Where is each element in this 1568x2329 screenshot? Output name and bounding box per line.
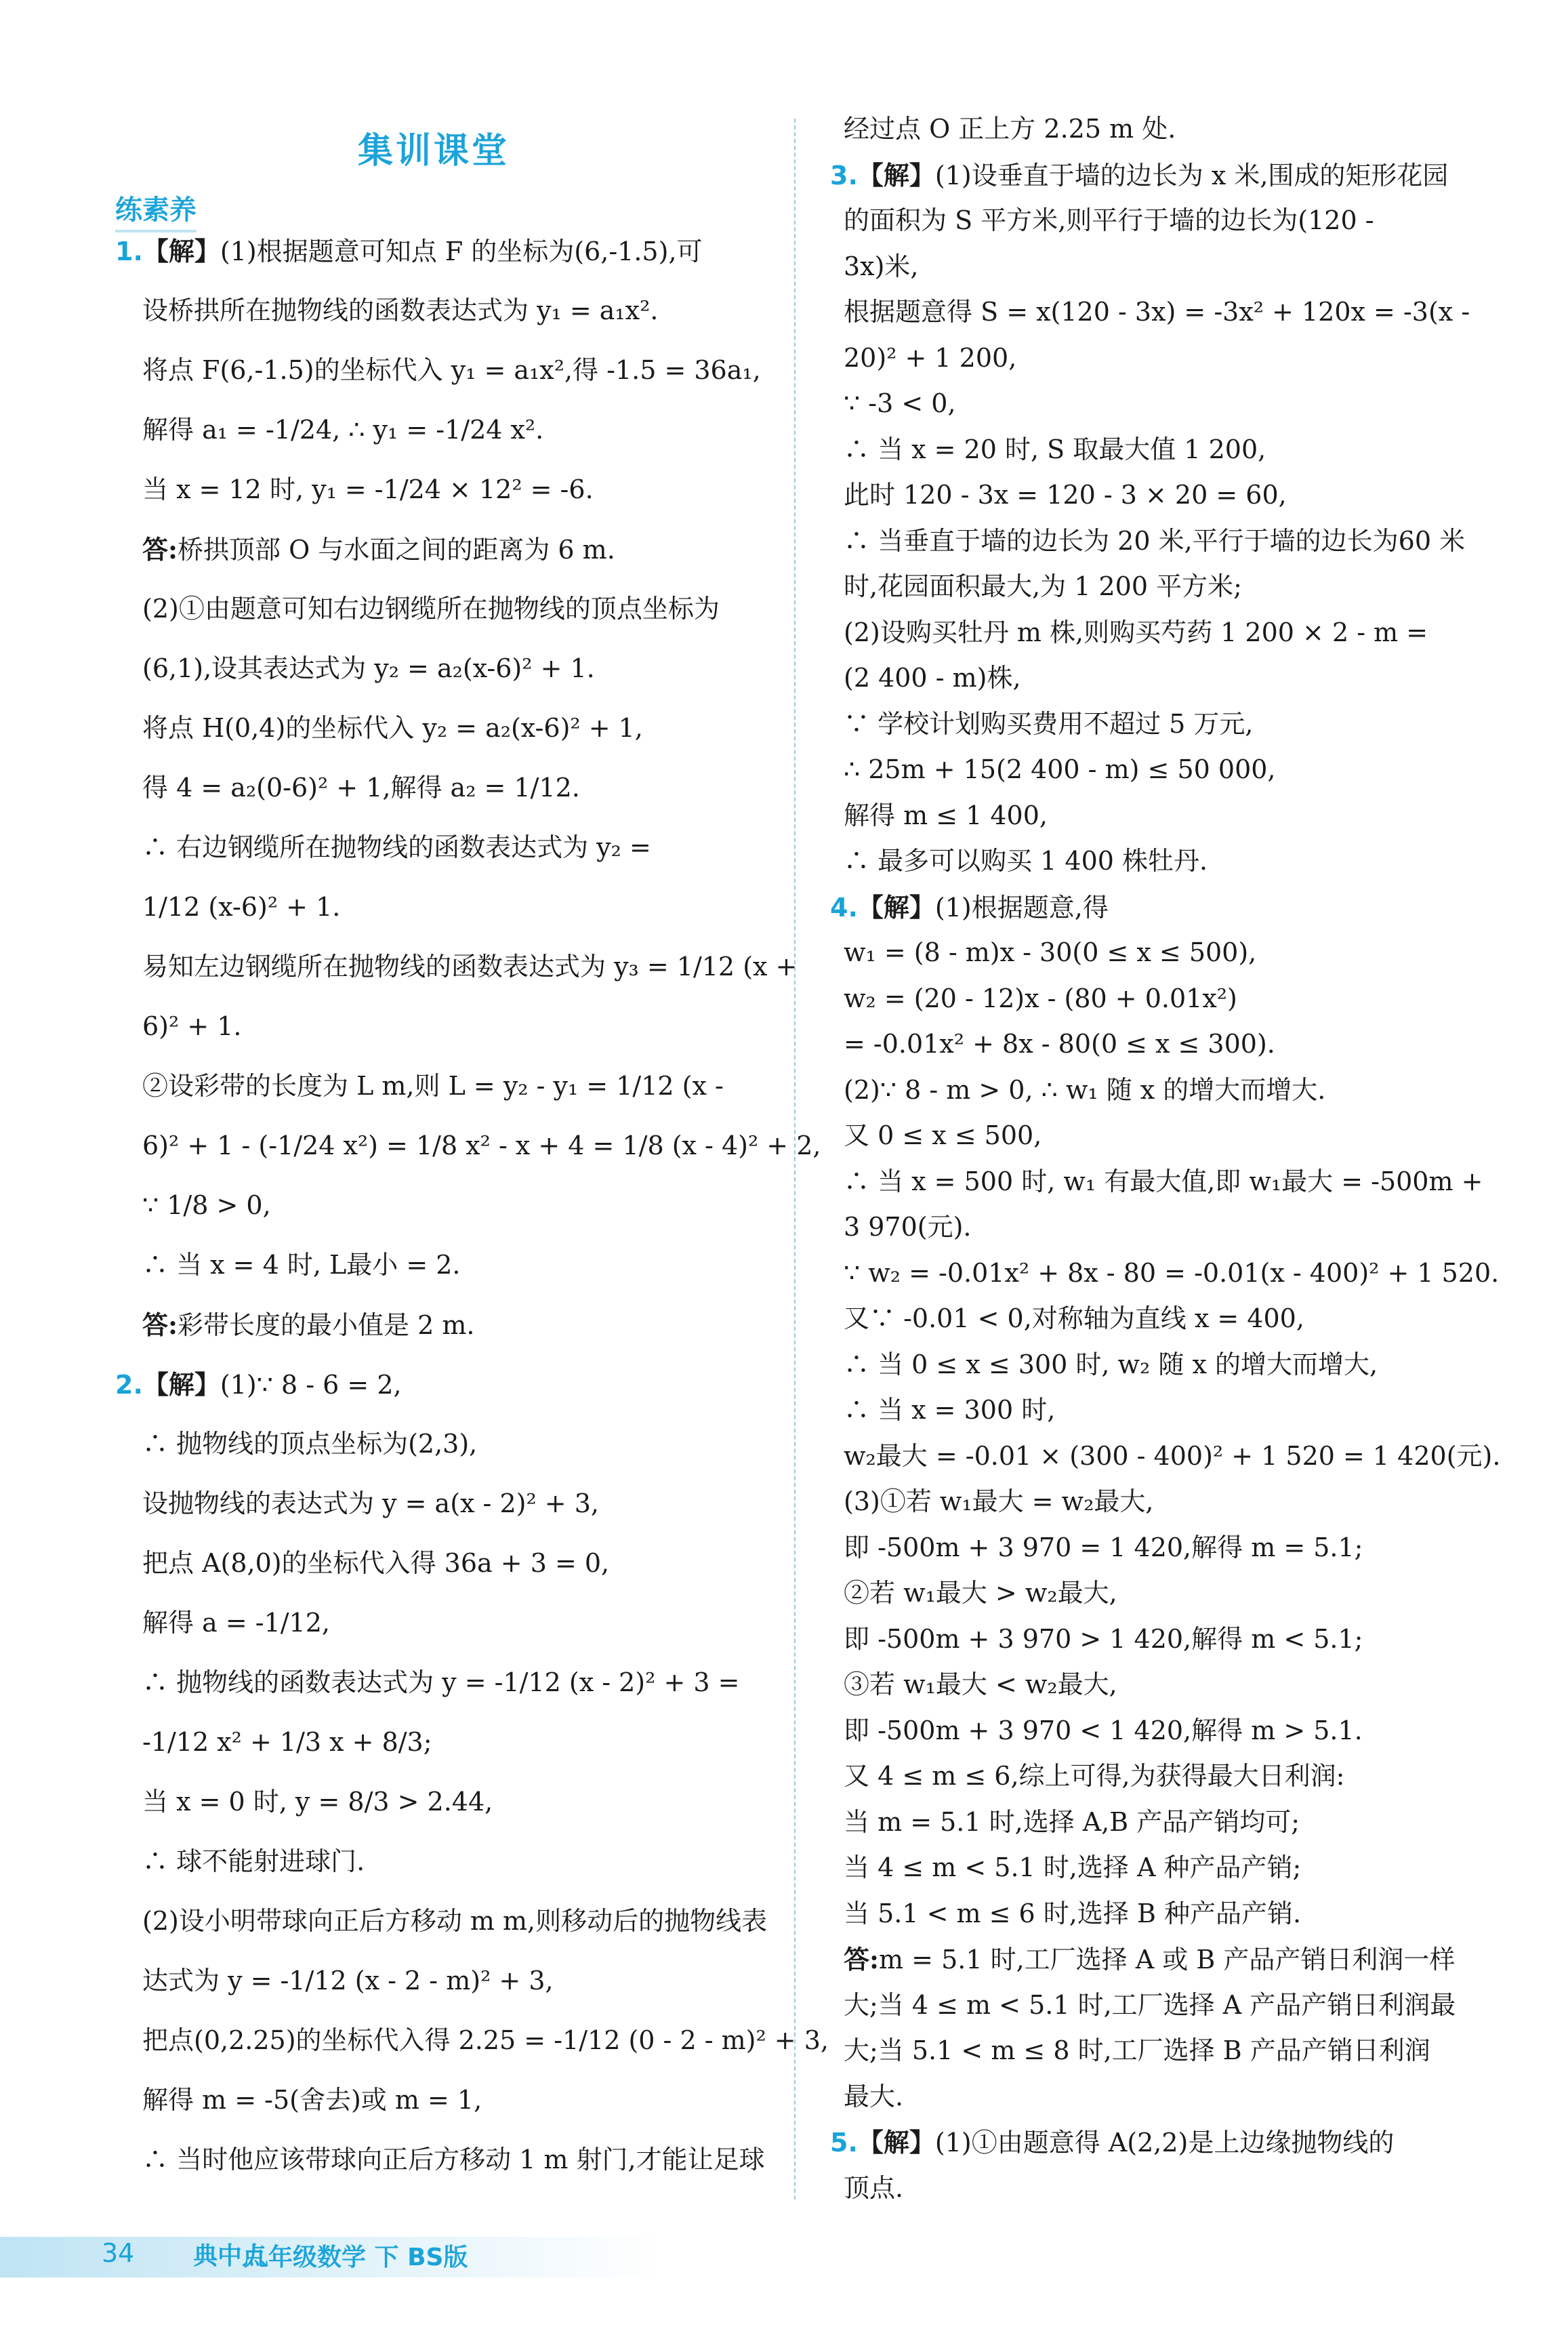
text-line: 当 m = 5.1 时,选择 A,B 产品产销均可; (844, 1806, 1300, 1837)
text-line: ∴ 当时他应该带球向正后方移动 1 m 射门,才能让足球 (142, 2145, 765, 2174)
text-line: 当 4 ≤ m < 5.1 时,选择 A 种产品产销; (844, 1852, 1302, 1882)
text-line: 答:桥拱顶部 O 与水面之间的距离为 6 m. (142, 534, 615, 565)
text-line: 6)² + 1. (142, 1011, 242, 1041)
text-line: 又 0 ≤ x ≤ 500, (844, 1120, 1042, 1150)
text-line: ∵ 学校计划购买费用不超过 5 万元, (844, 708, 1254, 739)
text-line: ②设彩带的长度为 L m,则 L = y₂ - y₁ = 1/12 (x - (142, 1071, 724, 1101)
text-line: 把点(0,2.25)的坐标代入得 2.25 = -1/12 (0 - 2 - m)² + 3, (142, 2025, 829, 2055)
text-line: 解得 a₁ = -1/24, ∴ y₁ = -1/24 x². (142, 415, 544, 445)
text-line: 答:彩带长度的最小值是 2 m. (142, 1310, 475, 1340)
text-line: 大;当 5.1 < m ≤ 8 时,工厂选择 B 产品产销日利润 (844, 2036, 1430, 2065)
text-line: ∴ 当 x = 300 时, (844, 1395, 1056, 1425)
text-line: 1.【解】(1)根据题意可知点 F 的坐标为(6,-1.5),可 (115, 236, 703, 266)
text-line: 1/12 (x-6)² + 1. (142, 892, 341, 922)
text-line: ∴ 25m + 15(2 400 - m) ≤ 50 000, (844, 754, 1276, 784)
text-line: (2 400 - m)株, (844, 663, 1021, 693)
page-title: 集训课堂 (357, 131, 510, 171)
text-line: = -0.01x² + 8x - 80(0 ≤ x ≤ 300). (844, 1029, 1275, 1059)
text-line: 即 -500m + 3 970 = 1 420,解得 m = 5.1; (844, 1532, 1363, 1562)
brand-logo: 典中点 (193, 2242, 267, 2270)
text-line: ∵ -3 < 0, (844, 388, 956, 418)
text-line: 解得 a = -1/12, (142, 1608, 330, 1638)
text-line: ∴ 右边钢缆所在抛物线的函数表达式为 y₂ = (142, 832, 651, 862)
text-line: 3x)米, (844, 251, 919, 281)
text-line: 3 970(元). (844, 1212, 972, 1242)
text-line: 的面积为 S 平方米,则平行于墙的边长为(120 - (844, 205, 1374, 235)
text-line: 又∵ -0.01 < 0,对称轴为直线 x = 400, (844, 1303, 1304, 1333)
text-line: 20)² + 1 200, (844, 342, 1017, 373)
text-line: (2)∵ 8 - m > 0, ∴ w₁ 随 x 的增大而增大. (844, 1074, 1326, 1105)
text-line: ∴ 当垂直于墙的边长为 20 米,平行于墙的边长为60 米 (844, 525, 1466, 556)
text-line: 经过点 O 正上方 2.25 m 处. (844, 114, 1176, 144)
text-line: 6)² + 1 - (-1/24 x²) = 1/8 x² - x + 4 = 1/8 (x - 4)² + 2, (142, 1131, 821, 1160)
text-line: 把点 A(8,0)的坐标代入得 36a + 3 = 0, (142, 1548, 610, 1578)
text-line: w₁ = (8 - m)x - 30(0 ≤ x ≤ 500), (844, 937, 1257, 967)
text-line: 最大. (844, 2081, 904, 2111)
text-line: 顶点. (844, 2172, 904, 2203)
text-line: 时,花园面积最大,为 1 200 平方米; (844, 571, 1242, 601)
text-line: ∴ 抛物线的顶点坐标为(2,3), (142, 1429, 478, 1459)
book-title: 九年级数学 下 BS版 (244, 2244, 468, 2271)
text-line: 解得 m ≤ 1 400, (844, 800, 1048, 830)
text-line: w₂最大 = -0.01 × (300 - 400)² + 1 520 = 1 420(元). (844, 1440, 1501, 1471)
text-line: 2.【解】(1)∵ 8 - 6 = 2, (115, 1369, 402, 1400)
text-line: 此时 120 - 3x = 120 - 3 × 20 = 60, (844, 480, 1287, 510)
text-line: 设抛物线的表达式为 y = a(x - 2)² + 3, (142, 1488, 599, 1518)
text-line: (2)①由题意可知右边钢缆所在抛物线的顶点坐标为 (142, 594, 720, 624)
text-line: ∴ 当 x = 500 时, w₁ 有最大值,即 w₁最大 = -500m + (844, 1166, 1483, 1196)
text-line: 设桥拱所在抛物线的函数表达式为 y₁ = a₁x². (142, 296, 659, 325)
text-line: 易知左边钢缆所在抛物线的函数表达式为 y₃ = 1/12 (x + (142, 952, 798, 981)
text-line: 4.【解】(1)根据题意,得 (830, 891, 1109, 923)
text-line: ∴ 当 0 ≤ x ≤ 300 时, w₂ 随 x 的增大而增大, (844, 1349, 1378, 1379)
text-line: w₂ = (20 - 12)x - (80 + 0.01x²) (844, 983, 1237, 1013)
text-line: 当 x = 0 时, y = 8/3 > 2.44, (142, 1787, 493, 1817)
text-line: ∴ 当 x = 4 时, L最小 = 2. (142, 1250, 461, 1280)
text-line: 5.【解】(1)①由题意得 A(2,2)是上边缘抛物线的 (830, 2127, 1395, 2158)
text-line: -1/12 x² + 1/3 x + 8/3; (142, 1727, 432, 1757)
text-line: 即 -500m + 3 970 > 1 420,解得 m < 5.1; (844, 1623, 1363, 1654)
text-line: 达式为 y = -1/12 (x - 2 - m)² + 3, (142, 1966, 554, 1996)
text-line: 答:m = 5.1 时,工厂选择 A 或 B 产品产销日利润一样 (844, 1944, 1456, 1974)
text-line: 又 4 ≤ m ≤ 6,综上可得,为获得最大日利润: (844, 1761, 1345, 1791)
text-line: (2)设小明带球向正后方移动 m m,则移动后的抛物线表 (142, 1906, 768, 1936)
section-heading: 练素养 (115, 188, 197, 232)
text-line: 根据题意得 S = x(120 - 3x) = -3x² + 120x = -3(x - (844, 297, 1470, 327)
text-line: 将点 F(6,-1.5)的坐标代入 y₁ = a₁x²,得 -1.5 = 36a₁, (142, 355, 761, 385)
text-line: 当 5.1 < m ≤ 6 时,选择 B 种产品产销. (844, 1898, 1302, 1928)
page-number: 34 (102, 2238, 135, 2268)
text-line: (2)设购买牡丹 m 株,则购买芍药 1 200 × 2 - m = (844, 617, 1428, 647)
text-line: 当 x = 12 时, y₁ = -1/24 × 12² = -6. (142, 474, 594, 504)
text-line: ∴ 球不能射进球门. (142, 1846, 365, 1876)
text-line: 大;当 4 ≤ m < 5.1 时,工厂选择 A 产品产销日利润最 (844, 1989, 1456, 2020)
text-line: ②若 w₁最大 > w₂最大, (844, 1578, 1117, 1608)
text-line: (6,1),设其表达式为 y₂ = a₂(x-6)² + 1. (142, 653, 595, 683)
text-line: ∴ 当 x = 20 时, S 取最大值 1 200, (844, 434, 1266, 464)
text-line: 得 4 = a₂(0-6)² + 1,解得 a₂ = 1/12. (142, 773, 580, 803)
text-line: ∴ 最多可以购买 1 400 株牡丹. (844, 846, 1208, 876)
text-line: 解得 m = -5(舍去)或 m = 1, (142, 2085, 482, 2115)
text-line: 将点 H(0,4)的坐标代入 y₂ = a₂(x-6)² + 1, (142, 713, 643, 743)
text-line: 3.【解】(1)设垂直于墙的边长为 x 米,围成的矩形花园 (830, 159, 1449, 190)
text-line: 即 -500m + 3 970 < 1 420,解得 m > 5.1. (844, 1715, 1363, 1745)
text-line: ∴ 抛物线的函数表达式为 y = -1/12 (x - 2)² + 3 = (142, 1667, 740, 1697)
text-line: (3)①若 w₁最大 = w₂最大, (844, 1486, 1154, 1516)
text-line: ∵ 1/8 > 0, (142, 1190, 271, 1220)
text-line: ③若 w₁最大 < w₂最大, (844, 1669, 1117, 1699)
text-line: ∵ w₂ = -0.01x² + 8x - 80 = -0.01(x - 400)² + 1 520. (844, 1257, 1500, 1288)
